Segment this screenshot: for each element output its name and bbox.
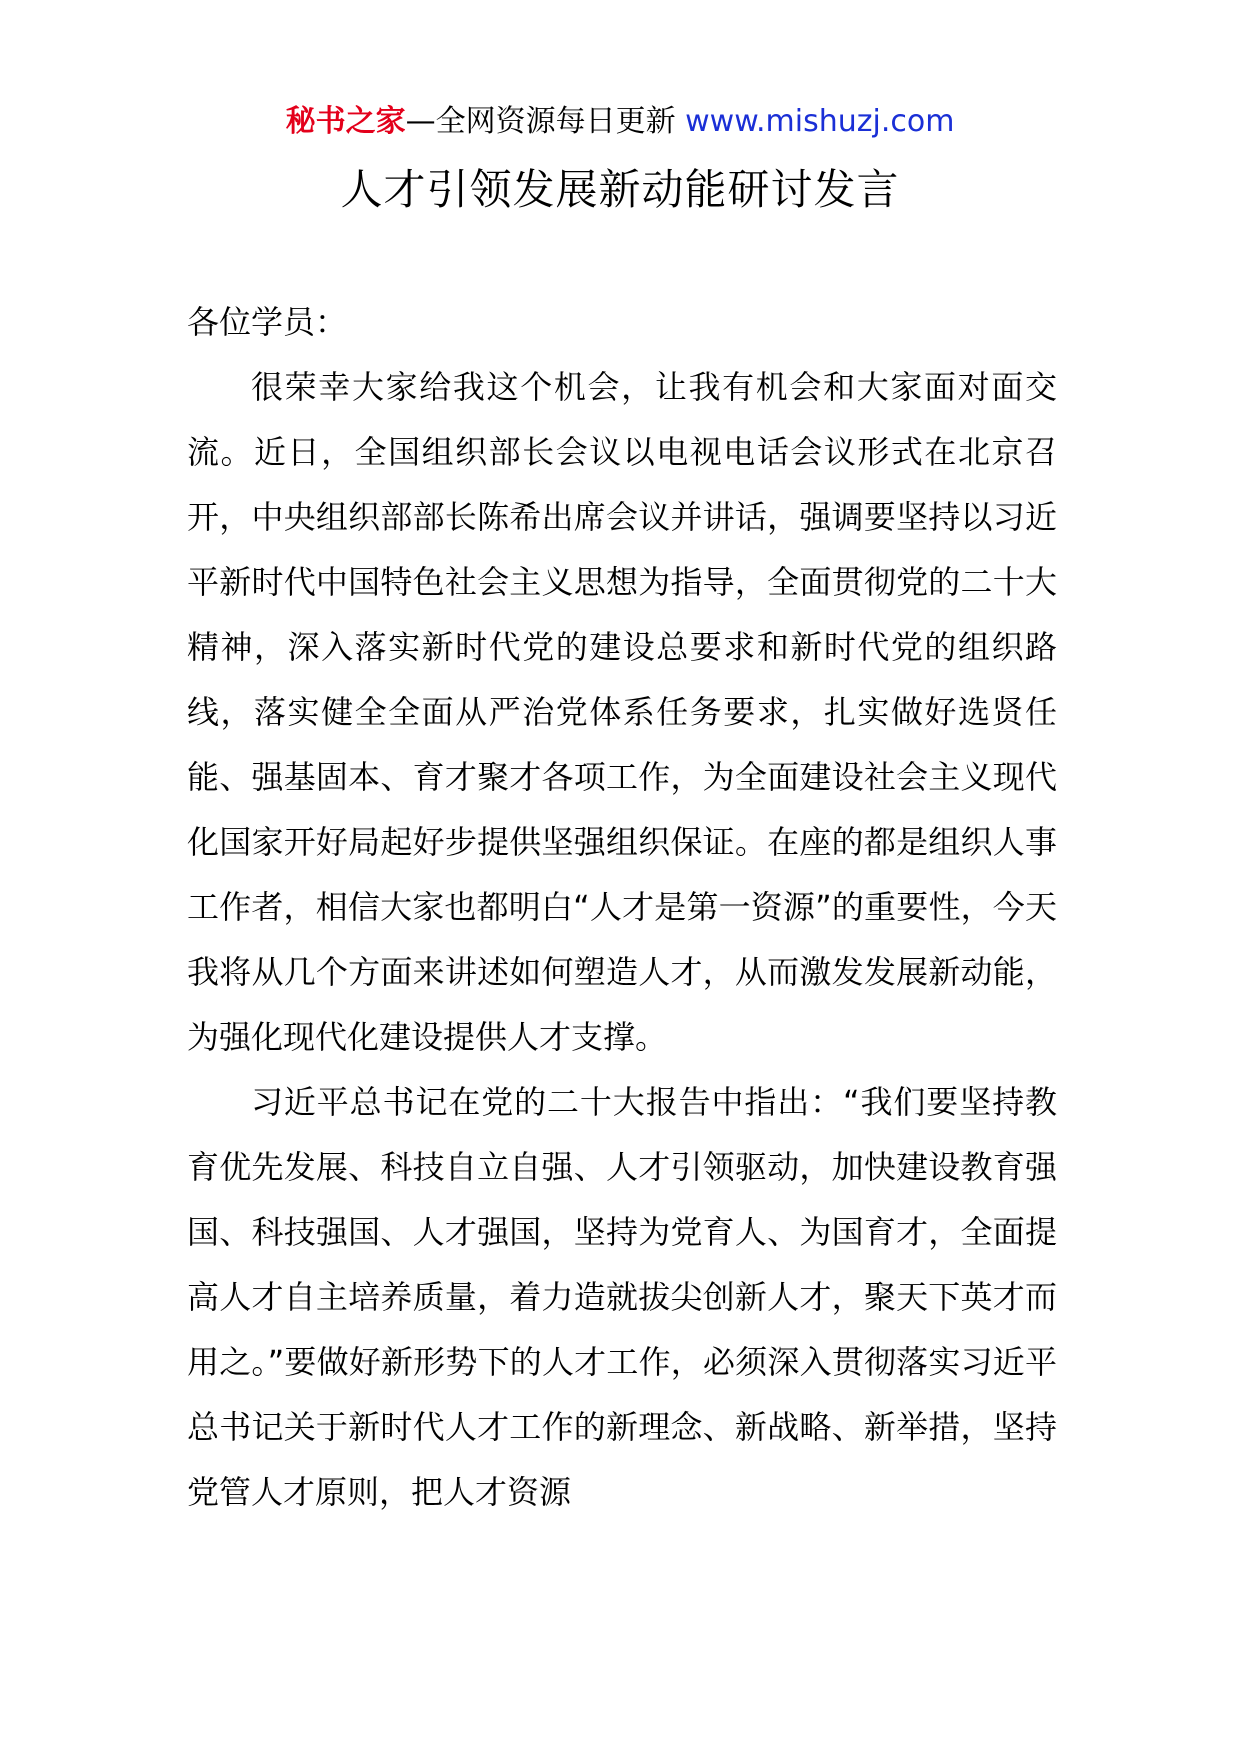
document-title: 人才引领发展新动能研讨发言 — [340, 165, 900, 214]
brand-name: 秘书之家 — [285, 104, 406, 139]
site-header — [0, 100, 1240, 144]
header-tagline: —全网资源每日更新 — [405, 104, 686, 139]
paragraph-1: 很荣幸大家给我这个机会，让我有机会和大家面对面交流。近日，全国组织部长会议以电视电话会议形式在北京召开，中央组织部部长陈希出席会议并讲话，强调要坚持以习近平新时代中国特色社会主义思想为指导，全面贯彻党的二十大精神，深入落实新时代党的建设总要求和新时代党的组织路线，落实健全全面从严治党体系任务要求，扎实做好选贤任能、强基固本、育才聚才各项工作，为全面建设社会主义现代化国家开好局起好步提供坚强组织保证。在座的都是组织人事工作者，相信大家也都明白“人才是第一资源”的重要性，今天我将从几个方面来讲述如何塑造人才，从而激发发展新动能，为强化现代化建设提供人才支撑。 — [187, 368, 1057, 1056]
document-body — [187, 290, 1057, 1525]
website-link[interactable]: www.mishuzj.com — [685, 104, 955, 139]
greeting: 各位学员： — [187, 303, 348, 341]
paragraph-2: 习近平总书记在党的二十大报告中指出：“我们要坚持教育优先发展、科技自立自强、人才引领驱动，加快建设教育强国、科技强国、人才强国，坚持为党育人、为国育才，全面提高人才自主培养质量，着力造就拔尖创新人才，聚天下英才而用之。”要做好新形势下的人才工作，必须深入贯彻落实习近平总书记关于新时代人才工作的新理念、新战略、新举措，坚持党管人才原则，把人才资源 — [187, 1083, 1057, 1511]
